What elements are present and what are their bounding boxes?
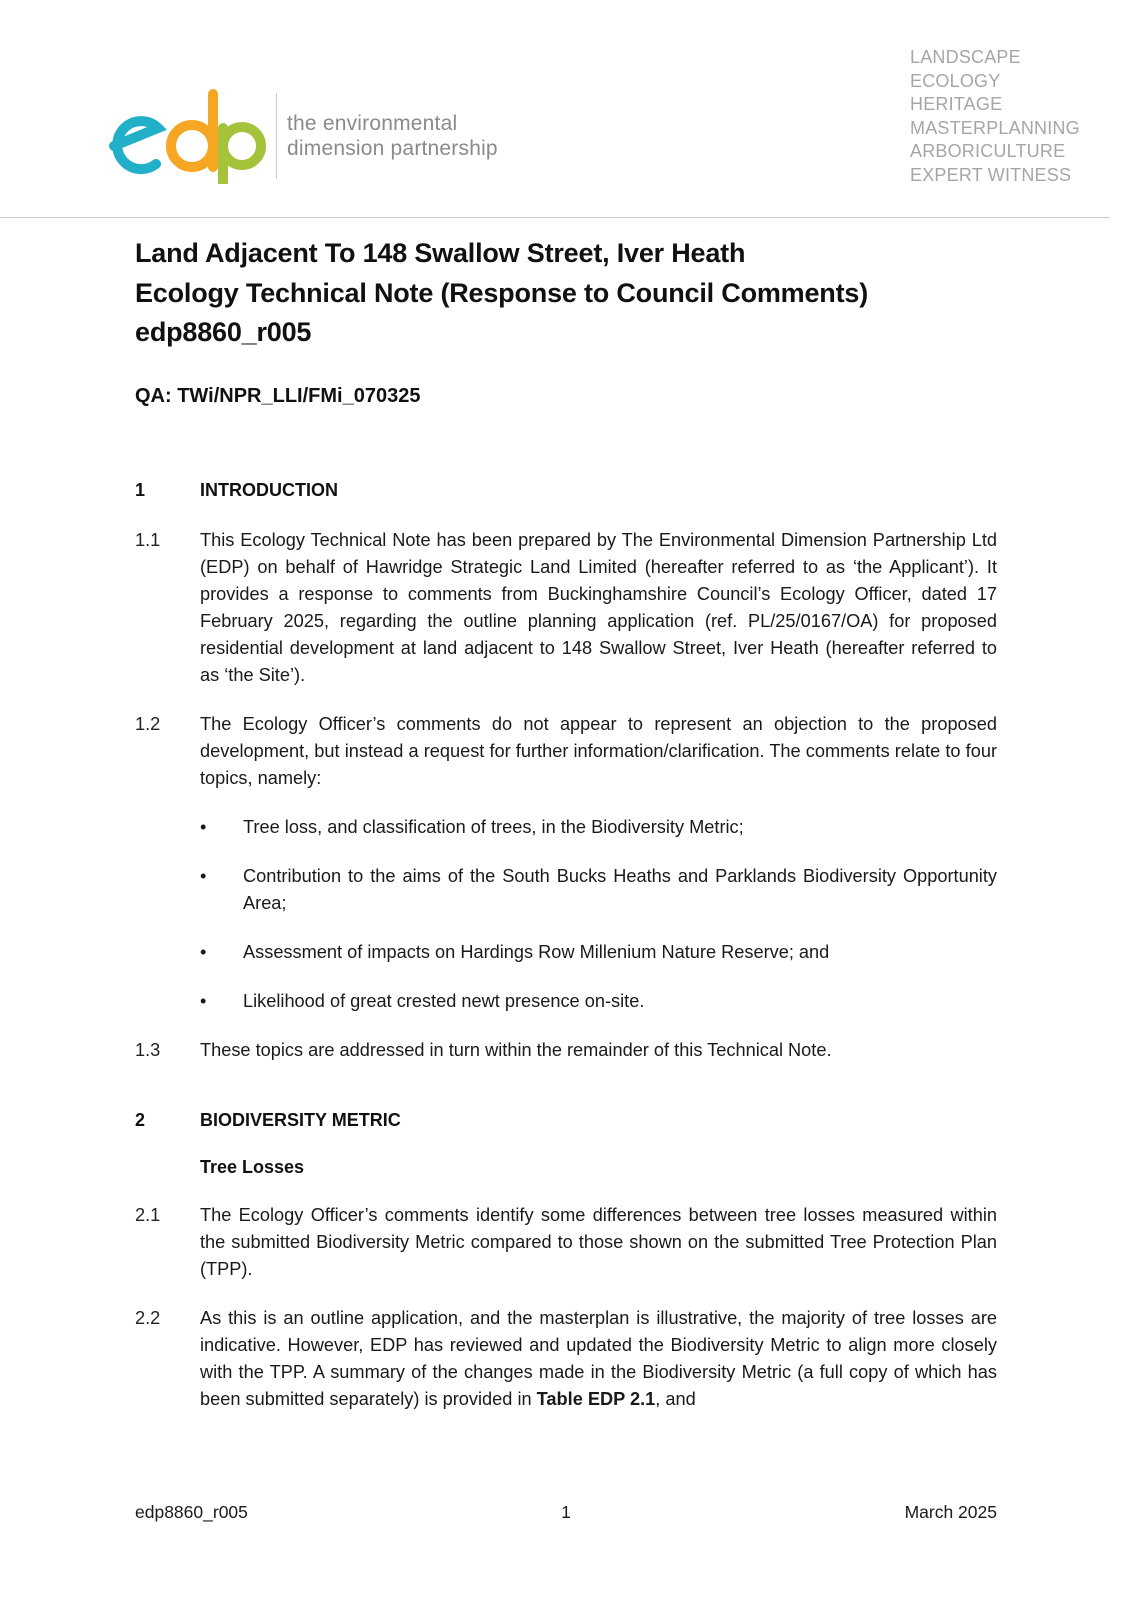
footer-document-ref: edp8860_r005	[135, 1502, 248, 1522]
bullet-icon: •	[200, 941, 207, 962]
paragraph-text-tail: , and	[655, 1388, 696, 1409]
service-item: ECOLOGY	[910, 70, 1001, 91]
paragraph-text: These topics are addressed in turn within the remainder of this Technical Note.	[200, 1039, 832, 1060]
list-item	[135, 863, 997, 917]
paragraph-number: 2.2	[135, 1307, 161, 1328]
bullet-icon: •	[200, 865, 207, 886]
subheading-tree-losses: Tree Losses	[200, 1156, 305, 1177]
qa-reference: QA: TWi/NPR_LLI/FMi_070325	[135, 384, 421, 407]
paragraph-number: 1.1	[135, 529, 161, 550]
logo-tagline-line2: dimension partnership	[287, 137, 498, 160]
paragraph-1-3	[135, 1037, 997, 1064]
paragraph-2-2	[135, 1305, 997, 1413]
paragraph-text	[200, 1305, 997, 1413]
list-item-text: Contribution to the aims of the South Bucks Heaths and Parklands Biodiversity Opportunity Area;	[243, 865, 997, 913]
list-item-text: Tree loss, and classification of trees, in the Biodiversity Metric;	[243, 816, 744, 837]
title-line-1: Land Adjacent To 148 Swallow Street, Iver Heath	[135, 238, 746, 268]
service-item: MASTERPLANNING	[910, 117, 1080, 138]
service-item: ARBORICULTURE	[910, 141, 1066, 161]
page-header	[0, 0, 1132, 216]
section-title: INTRODUCTION	[200, 479, 338, 500]
table-reference: Table EDP 2.1	[536, 1388, 656, 1409]
list-item-text: Likelihood of great crested newt presence on-site.	[243, 990, 645, 1011]
edp-logo-icon	[106, 88, 266, 184]
section-number: 1	[135, 479, 146, 500]
paragraph-text: This Ecology Technical Note has been prepared by The Environmental Dimension Partnership Ltd (EDP) on behalf of Hawridge Strategic Land Limited (hereafter referred to as ‘the Applicant’). It provides a response to comments from Buckinghamshire Council’s Ecology Officer, dated 17 February 2025, regarding the outline planning application (ref. PL/25/0167/OA) for proposed residential development at land adjacent to 148 Swallow Street, Iver Heath (hereafter referred to as ‘the Site’).	[200, 529, 997, 685]
document-title	[135, 234, 997, 353]
document-body	[135, 234, 997, 1413]
paragraph-text: The Ecology Officer’s comments identify some differences between tree losses measured within the submitted Biodiversity Metric compared to those shown on the submitted Tree Protection Plan (TPP).	[200, 1204, 997, 1279]
page-number: 1	[561, 1502, 571, 1522]
logo-divider	[276, 93, 277, 179]
bullet-icon: •	[200, 816, 207, 837]
footer-date: March 2025	[904, 1502, 997, 1522]
logo-tagline-line1: the environmental	[287, 112, 458, 135]
service-item: HERITAGE	[910, 94, 1003, 114]
list-item	[135, 814, 997, 841]
title-line-2: Ecology Technical Note (Response to Council Comments)	[135, 277, 868, 308]
section-number: 2	[135, 1109, 146, 1130]
paragraph-number: 1.3	[135, 1039, 161, 1060]
paragraph-2-1	[135, 1202, 997, 1283]
paragraph-text-main: As this is an outline application, and the masterplan is illustrative, the majority of tree losses are indicative. However, EDP has reviewed and updated the Biodiversity Metric to align more closely with the TPP. A summary of the changes made in the Biodiversity Metric (a full copy of which has been submitted separately) is provided in	[200, 1307, 997, 1409]
bullet-icon: •	[200, 990, 207, 1011]
logo-tagline	[287, 111, 498, 161]
header-divider	[0, 217, 1110, 218]
services-list	[910, 46, 1080, 187]
paragraph-number: 2.1	[135, 1204, 161, 1225]
list-item-text: Assessment of impacts on Hardings Row Millenium Nature Reserve; and	[243, 941, 830, 962]
section-heading-biodiversity-metric	[135, 1110, 997, 1131]
title-line-3: edp8860_r005	[135, 317, 312, 347]
edp-logo	[106, 88, 498, 184]
paragraph-1-1	[135, 527, 997, 689]
paragraph-number: 1.2	[135, 713, 161, 734]
page-footer	[135, 1502, 997, 1523]
paragraph-1-2	[135, 711, 997, 792]
list-item	[135, 988, 997, 1015]
list-item	[135, 939, 997, 966]
paragraph-text: The Ecology Officer’s comments do not appear to represent an objection to the proposed development, but instead a request for further information/clarification. The comments relate to four topics, namely:	[200, 713, 997, 788]
service-item: LANDSCAPE	[910, 47, 1021, 67]
section-heading-introduction	[135, 480, 997, 501]
section-title: BIODIVERSITY METRIC	[200, 1109, 401, 1130]
service-item: EXPERT WITNESS	[910, 164, 1072, 185]
